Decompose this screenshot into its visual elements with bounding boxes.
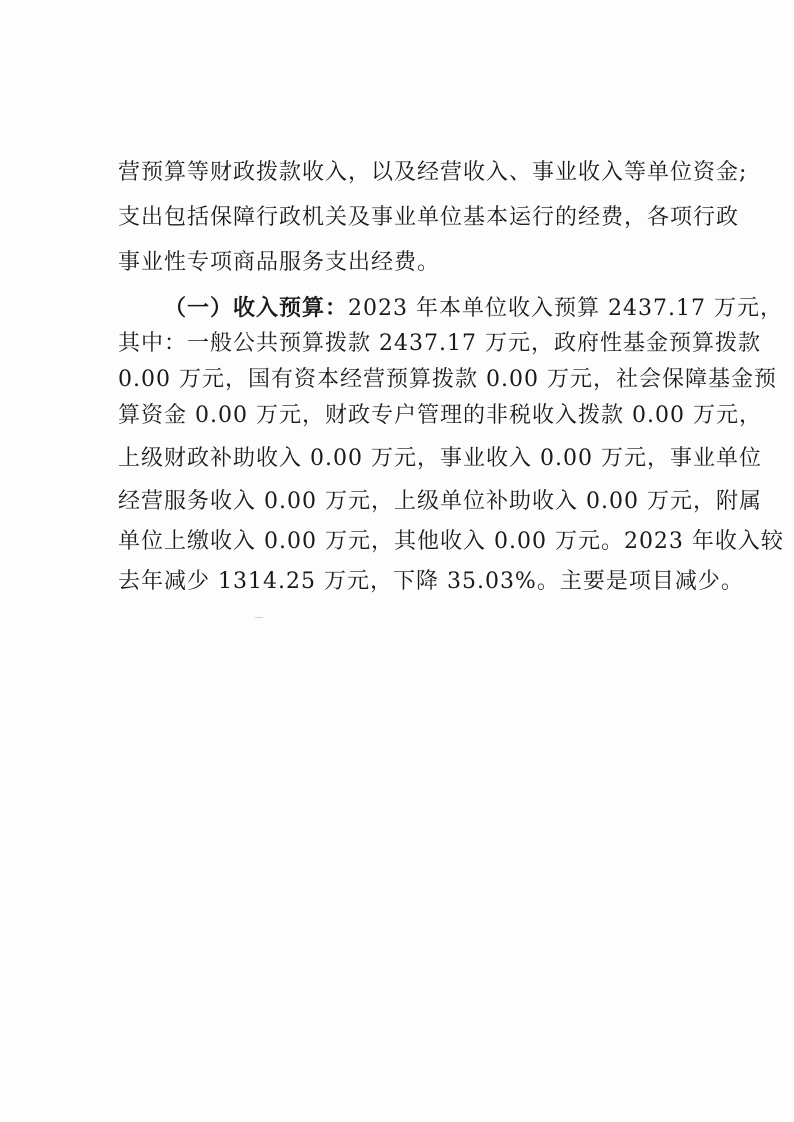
paragraph-line: 营预算等财政拨款收入，以及经营收入、事业收入等单位资金; <box>118 160 748 185</box>
section-line-text: 2023 年本单位收入预算 2437.17 万元， <box>348 296 783 321</box>
paragraph-line: 上级财政补助收入 0.00 万元，事业收入 0.00 万元，事业单位 <box>118 446 762 471</box>
paragraph-line: 单位上缴收入 0.00 万元，其他收入 0.00 万元。2023 年收入较 <box>118 529 784 554</box>
paragraph-line: 事业性专项商品服务支出经费。 <box>118 250 441 275</box>
paragraph-line: 去年减少 1314.25 万元，下降 35.03%。主要是项目减少。 <box>118 569 744 594</box>
paragraph-line: 支出包括保障行政机关及事业单位基本运行的经费，各项行政 <box>118 205 740 230</box>
paragraph-line: 经营服务收入 0.00 万元，上级单位补助收入 0.00 万元，附属 <box>118 489 762 514</box>
scan-mark <box>255 617 263 618</box>
paragraph-line: 0.00 万元，国有资本经营预算拨款 0.00 万元，社会保障基金预 <box>118 367 777 392</box>
section-heading: （一）收入预算： <box>164 295 349 321</box>
paragraph-line: 其中：一般公共预算拨款 2437.17 万元，政府性基金预算拨款 <box>118 331 761 356</box>
paragraph-line: 算资金 0.00 万元，财政专户管理的非税收入拨款 0.00 万元， <box>118 403 762 428</box>
section-line <box>164 293 783 324</box>
